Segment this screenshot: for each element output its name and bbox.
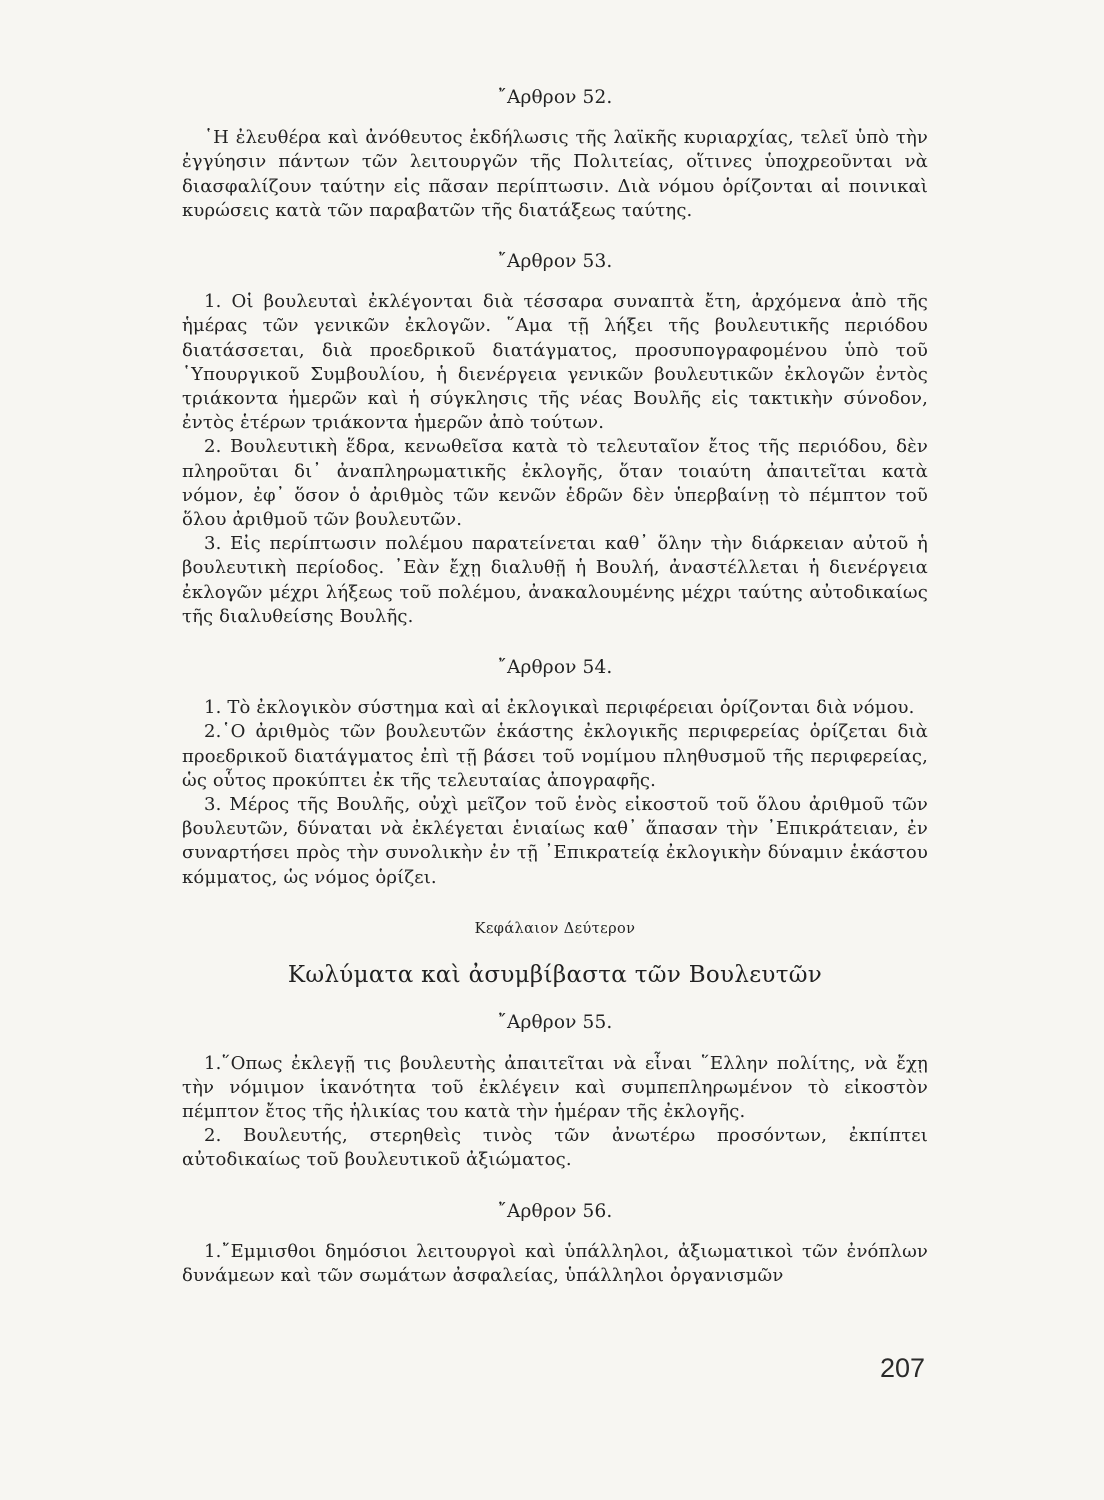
chapter-title: Κωλύματα καὶ ἀσυμβίβαστα τῶν Βουλευτῶν [287,962,823,989]
article-53 [182,250,928,629]
article-paragraph: 2.῾Ο ἀριθμὸς τῶν βουλευτῶν ἑκάστης ἐκλογικῆς περιφερείας ὁρίζεται διὰ προεδρικοῦ διατάγματος ἐπὶ τῇ βάσει τοῦ νομίμου πληθυσμοῦ τῆς περιφερείας, ὡς οὗτος προκύπτει ἐκ τῆς τελευταίας ἀπογραφῆς. [182,721,928,791]
article-paragraph: 3. Μέρος τῆς Βουλῆς, οὐχὶ μεῖζον τοῦ ἑνὸς εἰκοστοῦ τοῦ ὅλου ἀριθμοῦ τῶν βουλευτῶν, δύναται νὰ ἐκλέγεται ἑνιαίως καθ᾿ ἅπασαν τὴν ᾿Επικράτειαν, ἐν συναρτήσει πρὸς τὴν συνολικὴν ἐν τῇ ᾿Επικρατείᾳ ἐκλογικὴν δύναμιν ἑκάστου κόμματος, ὡς νόμος ὁρίζει. [182,794,928,888]
article-56 [182,1200,928,1289]
chapter-label: Κεφάλαιον Δεύτερον [474,920,636,937]
article-paragraph: ῾Η ἐλευθέρα καὶ ἀνόθευτος ἐκδήλωσις τῆς λαϊκῆς κυριαρχίας, τελεῖ ὑπὸ τὴν ἐγγύησιν πάντων τῶν λειτουργῶν τῆς Πολιτείας, οἵτινες ὑποχρεοῦνται νὰ διασφαλίζουν ταύτην εἰς πᾶσαν περίπτωσιν. Διὰ νόμου ὁρίζονται αἱ ποινικαὶ κυρώσεις κατὰ τῶν παραβατῶν τῆς διατάξεως ταύτης. [182,127,928,221]
article-paragraph: 1. Τὸ ἐκλογικὸν σύστημα καὶ αἱ ἐκλογικαὶ περιφέρειαι ὁρίζονται διὰ νόμου. [204,697,915,719]
article-paragraph: 1.῞Οπως ἐκλεγῇ τις βουλευτὴς ἀπαιτεῖται νὰ εἶναι ῞Ελλην πολίτης, νὰ ἔχῃ τὴν νόμιμον ἱκανότητα τοῦ ἐκλέγειν καὶ συμπεπληρωμένον τὸ εἰκοστὸν πέμπτον ἔτος τῆς ἡλικίας του κατὰ τὴν ἡμέραν τῆς ἐκλογῆς. [182,1052,928,1122]
article-heading: ῎Αρθρον 55. [497,1012,613,1034]
page-number: 207 [880,1353,926,1383]
article-paragraph: 2. Βουλευτής, στερηθεὶς τινὸς τῶν ἀνωτέρω προσόντων, ἐκπίπτει αὐτοδικαίως τοῦ βουλευτικοῦ ἀξιώματος. [182,1125,928,1171]
article-54 [182,656,928,890]
article-heading: ῎Αρθρον 53. [497,251,613,273]
article-paragraph: 1. Οἱ βουλευταὶ ἐκλέγονται διὰ τέσσαρα συναπτὰ ἔτη, ἀρχόμενα ἀπὸ τῆς ἡμέρας τῶν γενικῶν ἐκλογῶν. ῞Αμα τῇ λήξει τῆς βουλευτικῆς περιόδου διατάσσεται, διὰ προεδρικοῦ διατάγματος, προσυπογραφομένου ὑπὸ τοῦ ῾Υπουργικοῦ Συμβουλίου, ἡ διενέργεια γενικῶν βουλευτικῶν ἐκλογῶν ἐντὸς τριάκοντα ἡμερῶν καὶ ἡ σύγκλησις τῆς νέας Βουλῆς εἰς τακτικὴν σύνοδον, ἐντὸς ἑτέρων τριάκοντα ἡμερῶν ἀπὸ τούτων. [182,291,928,434]
article-heading: ῎Αρθρον 54. [497,657,613,679]
article-52 [182,86,928,223]
page-content [182,86,928,1288]
article-heading: ῎Αρθρον 52. [497,87,613,108]
article-paragraph: 1.῎Εμμισθοι δημόσιοι λειτουργοὶ καὶ ὑπάλληλοι, ἀξιωματικοὶ τῶν ἐνόπλων δυνάμεων καὶ τῶν σωμάτων ἀσφαλείας, ὑπάλληλοι ὀργανισμῶν [182,1240,928,1286]
article-55 [182,1011,928,1172]
article-paragraph: 2. Βουλευτικὴ ἕδρα, κενωθεῖσα κατὰ τὸ τελευταῖον ἔτος τῆς περιόδου, δὲν πληροῦται δι᾿ ἀναπληρωματικῆς ἐκλογῆς, ὅταν τοιαύτη ἀπαιτεῖται κατὰ νόμον, ἐφ᾿ ὅσον ὁ ἀριθμὸς τῶν κενῶν ἑδρῶν δὲν ὑπερβαίνῃ τὸ πέμπτον τοῦ ὅλου ἀριθμοῦ τῶν βουλευτῶν. [182,436,928,531]
article-heading: ῎Αρθρον 56. [497,1200,613,1222]
article-paragraph: 3. Εἰς περίπτωσιν πολέμου παρατείνεται καθ᾿ ὅλην τὴν διάρκειαν αὐτοῦ ἡ βουλευτικὴ περίοδος. ᾿Εὰν ἔχῃ διαλυθῇ ἡ Βουλή, ἀναστέλλεται ἡ διενέργεια ἐκλογῶν μέχρι λήξεως τοῦ πολέμου, ἀνακαλουμένης μέχρι ταύτης αὐτοδικαίως τῆς διαλυθείσης Βουλῆς. [182,533,928,627]
